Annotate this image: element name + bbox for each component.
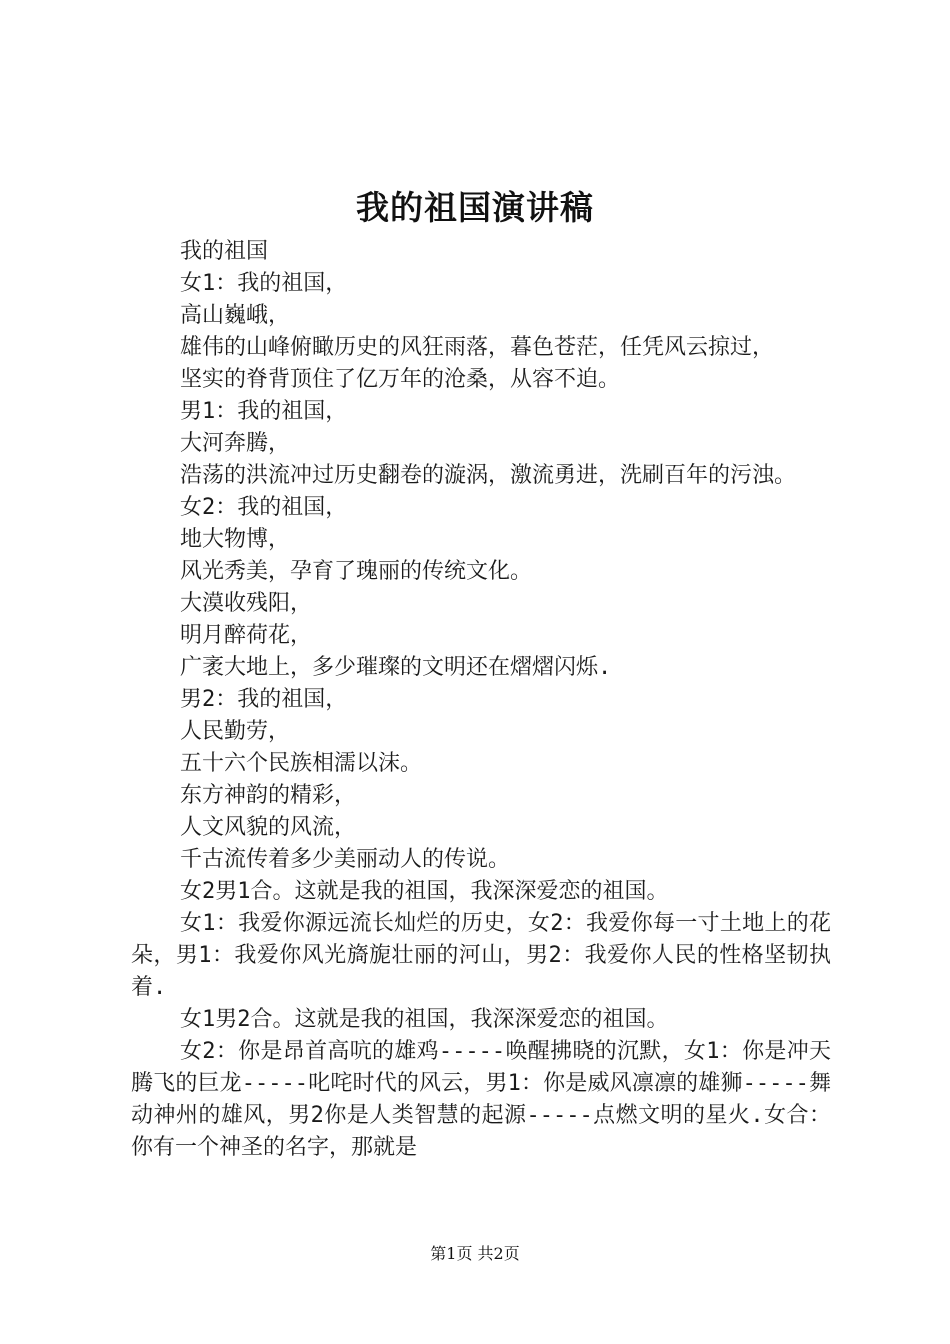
page-footer: 第1页 共2页 <box>430 1244 520 1263</box>
paragraph: 我的祖国 <box>180 239 269 264</box>
paragraph: 男1：我的祖国， <box>180 399 348 424</box>
paragraph: 雄伟的山峰俯瞰历史的风狂雨落，暮色苍茫，任凭风云掠过， <box>180 335 775 360</box>
paragraph: 五十六个民族相濡以沫。 <box>180 751 423 776</box>
paragraph: 高山巍峨， <box>180 303 291 328</box>
paragraph: 男2：我的祖国， <box>180 687 348 712</box>
paragraph: 坚实的脊背顶住了亿万年的沧桑，从容不迫。 <box>180 367 621 392</box>
paragraph: 千古流传着多少美丽动人的传说。 <box>180 847 511 872</box>
paragraph: 人民勤劳， <box>180 719 291 744</box>
paragraph: 东方神韵的精彩， <box>180 783 357 808</box>
paragraph: 女1：我的祖国， <box>180 271 348 296</box>
paragraph: 大河奔腾， <box>180 431 291 456</box>
document-title: 我的祖国演讲稿 <box>356 188 594 227</box>
paragraph: 女2：我的祖国， <box>180 495 348 520</box>
paragraph: 女1男2合。这就是我的祖国，我深深爱恋的祖国。 <box>180 1007 669 1032</box>
paragraph: 广袤大地上，多少璀璨的文明还在熠熠闪烁. <box>180 655 612 680</box>
paragraph: 地大物博， <box>180 527 291 552</box>
paragraph: 女1：我爱你源远流长灿烂的历史，女2：我爱你每一寸土地上的花朵，男1：我爱你风光旖旎壮丽的河山，男2：我爱你人民的性格坚韧执着. <box>131 911 831 1000</box>
paragraph: 女2男1合。这就是我的祖国，我深深爱恋的祖国。 <box>180 879 669 904</box>
paragraph: 女2：你是昂首高吭的雄鸡-----唤醒拂晓的沉默，女1：你是冲天腾飞的巨龙-----叱咤时代的风云，男1：你是威风凛凛的雄狮-----舞动神州的雄风，男2你是人类智慧的起源-----点燃文明的星火.女合：你有一个神圣的名字，那就是 <box>131 1039 831 1160</box>
paragraph: 浩荡的洪流冲过历史翻卷的漩涡，激流勇进，洗刷百年的污浊。 <box>180 463 797 488</box>
paragraph: 风光秀美，孕育了瑰丽的传统文化。 <box>180 559 533 584</box>
paragraph: 人文风貌的风流， <box>180 815 357 840</box>
document-body <box>131 236 831 1164</box>
paragraph: 明月醉荷花， <box>180 623 313 648</box>
paragraph: 大漠收残阳， <box>180 591 313 616</box>
